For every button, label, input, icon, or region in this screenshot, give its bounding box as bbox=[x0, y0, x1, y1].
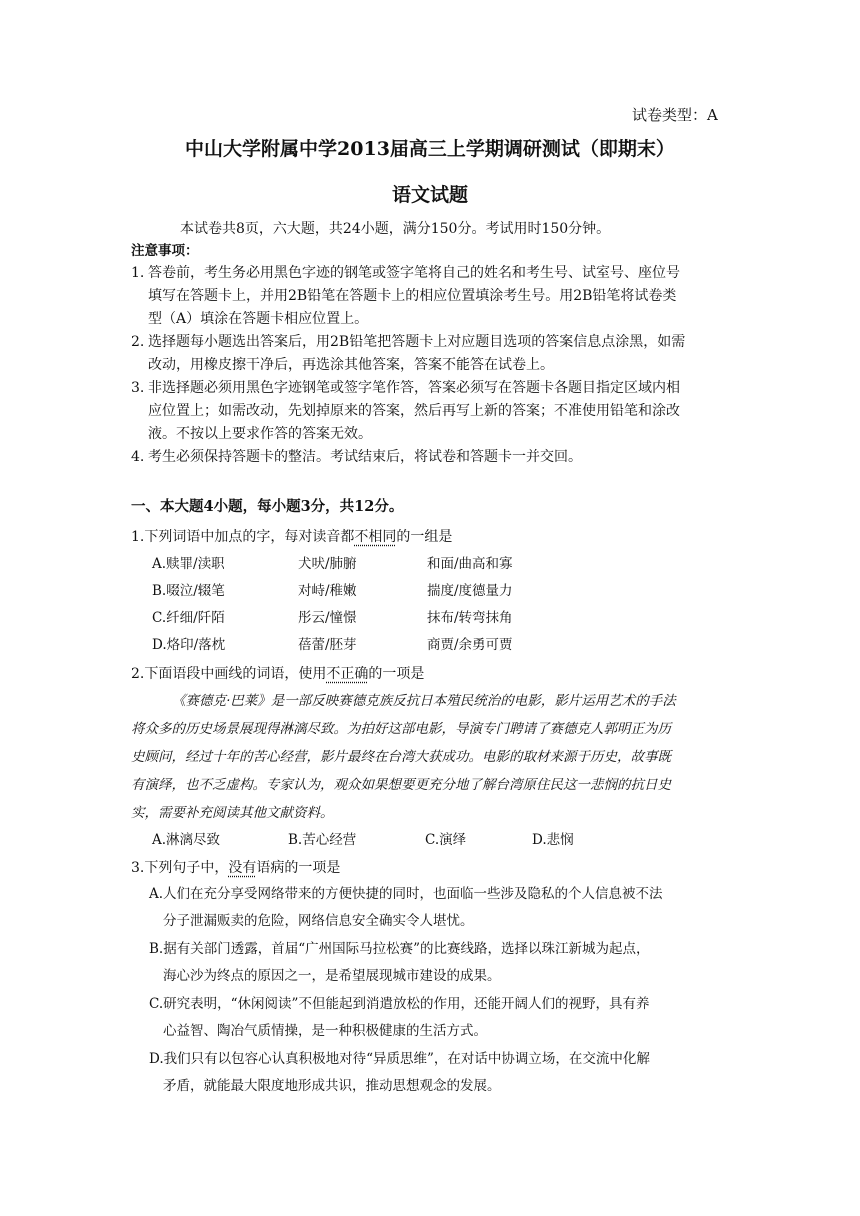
emphasis-mark: 没有 bbox=[228, 860, 257, 876]
passage-line: 《赛德克·巴莱》是一部反映赛德克族反抗日本殖民统治的电影，影片运用艺术的手法 bbox=[172, 693, 676, 709]
section-heading: 一、本大题4小题，每小题3分，共12分。 bbox=[131, 498, 404, 515]
option-b-col2: 对峙/稚嫩 bbox=[298, 583, 357, 599]
notice-line: 填写在答题卡上，并用2B铅笔在答题卡上的相应位置填涂考生号。用2B铅笔将试卷类 bbox=[148, 288, 677, 304]
passage-line: 实，需要补充阅读其他文献资料。 bbox=[131, 805, 334, 821]
notice-item-number: 3. bbox=[131, 380, 145, 396]
option-d-col1: D.烙印/落枕 bbox=[152, 637, 226, 653]
question-3-stem: 3.下列句子中，没有语病的一项是 bbox=[131, 860, 341, 876]
notice-line: 应位置上；如需改动，先划掉原来的答案，然后再写上新的答案；不准使用铅笔和涂改 bbox=[148, 403, 680, 419]
exam-type-label: 试卷类型：A bbox=[632, 106, 718, 124]
passage-line: 史顾问，经过十年的苦心经营，影片最终在台湾大获成功。电影的取材来源于历史，故事既 bbox=[131, 749, 671, 765]
question-2-stem: 2.下面语段中画线的词语，使用不正确的一项是 bbox=[131, 666, 425, 682]
option-c-line: C.研究表明，“休闲阅读”不但能起到消遣放松的作用，还能开阔人们的视野，具有养 bbox=[149, 996, 650, 1012]
exam-intro: 本试卷共8页，六大题，共24小题，满分150分。考试用时150分钟。 bbox=[180, 221, 611, 237]
option-b: B.苦心经营 bbox=[288, 832, 357, 848]
notice-heading: 注意事项： bbox=[131, 243, 199, 259]
notice-line: 改动，用橡皮擦干净后，再选涂其他答案，答案不能答在试卷上。 bbox=[148, 357, 554, 373]
option-b-col3: 揣度/度德量力 bbox=[427, 583, 513, 599]
notice-line: 非选择题必须用黑色字迹钢笔或签字笔作答，答案必须写在答题卡各题目指定区域内相 bbox=[148, 380, 680, 396]
option-d-col2: 蓓蕾/胚芽 bbox=[298, 637, 357, 653]
option-a-line: 分子泄漏贩卖的危险，网络信息安全确实令人堪忧。 bbox=[163, 913, 474, 929]
option-d-line: D.我们只有以包容心认真积极地对待“异质思维”，在对话中协调立场，在交流中化解 bbox=[149, 1051, 650, 1067]
option-d-col3: 商贾/余勇可贾 bbox=[427, 637, 513, 653]
option-b-line: B.据有关部门透露，首届“广州国际马拉松赛”的比赛线路，选择以珠江新城为起点， bbox=[149, 941, 650, 957]
notice-line: 型（A）填涂在答题卡相应位置上。 bbox=[148, 311, 369, 327]
page-subtitle: 语文试题 bbox=[391, 184, 468, 206]
option-a-col1: A.赎罪/渎职 bbox=[152, 556, 225, 572]
option-a-line: A.人们在充分享受网络带来的方便快捷的同时，也面临一些涉及隐私的个人信息被不法 bbox=[149, 886, 663, 902]
question-1-stem: 1.下列词语中加点的字，每对读音都不相同的一组是 bbox=[131, 529, 453, 545]
option-b-col1: B.啜泣/辍笔 bbox=[152, 583, 225, 599]
option-c: C.演绎 bbox=[425, 832, 467, 848]
notice-line: 液。不按以上要求作答的答案无效。 bbox=[148, 426, 372, 442]
notice-item-number: 2. bbox=[131, 334, 145, 350]
option-a-col3: 和面/曲高和寡 bbox=[427, 556, 513, 572]
emphasis-mark: 不正确 bbox=[326, 666, 369, 682]
option-c-col1: C.纤细/阡陌 bbox=[152, 610, 225, 626]
option-a-col2: 犬吠/肺腑 bbox=[298, 556, 357, 572]
option-d: D.悲悯 bbox=[532, 832, 574, 848]
notice-item-number: 1. bbox=[131, 265, 145, 281]
notice-line: 考生必须保持答题卡的整洁。考试结束后，将试卷和答题卡一并交回。 bbox=[148, 449, 582, 465]
passage-line: 有演绎，也不乏虚构。专家认为，观众如果想要更充分地了解台湾原住民这一悲悯的抗日史 bbox=[131, 777, 671, 793]
option-c-col2: 彤云/憧憬 bbox=[298, 610, 357, 626]
option-c-col3: 抹布/转弯抹角 bbox=[427, 610, 513, 626]
notice-line: 答卷前，考生务必用黑色字迹的钢笔或签字笔将自己的姓名和考生号、试室号、座位号 bbox=[148, 265, 680, 281]
option-c-line: 心益智、陶冶气质情操，是一种积极健康的生活方式。 bbox=[163, 1023, 487, 1039]
page-title: 中山大学附属中学2013届高三上学期调研测试（即期末） bbox=[185, 138, 675, 160]
passage-line: 将众多的历史场景展现得淋漓尽致。为拍好这部电影，导演专门聘请了赛德克人郭明正为历 bbox=[131, 721, 671, 737]
notice-item-number: 4. bbox=[131, 449, 145, 465]
option-d-line: 矛盾，就能最大限度地形成共识，推动思想观念的发展。 bbox=[163, 1078, 501, 1094]
option-b-line: 海心沙为终点的原因之一，是希望展现城市建设的成果。 bbox=[163, 968, 501, 984]
notice-line: 选择题每小题选出答案后，用2B铅笔把答题卡上对应题目选项的答案信息点涂黑，如需 bbox=[148, 334, 686, 350]
option-a: A.淋漓尽致 bbox=[152, 832, 221, 848]
emphasis-mark: 不相同 bbox=[354, 529, 397, 545]
